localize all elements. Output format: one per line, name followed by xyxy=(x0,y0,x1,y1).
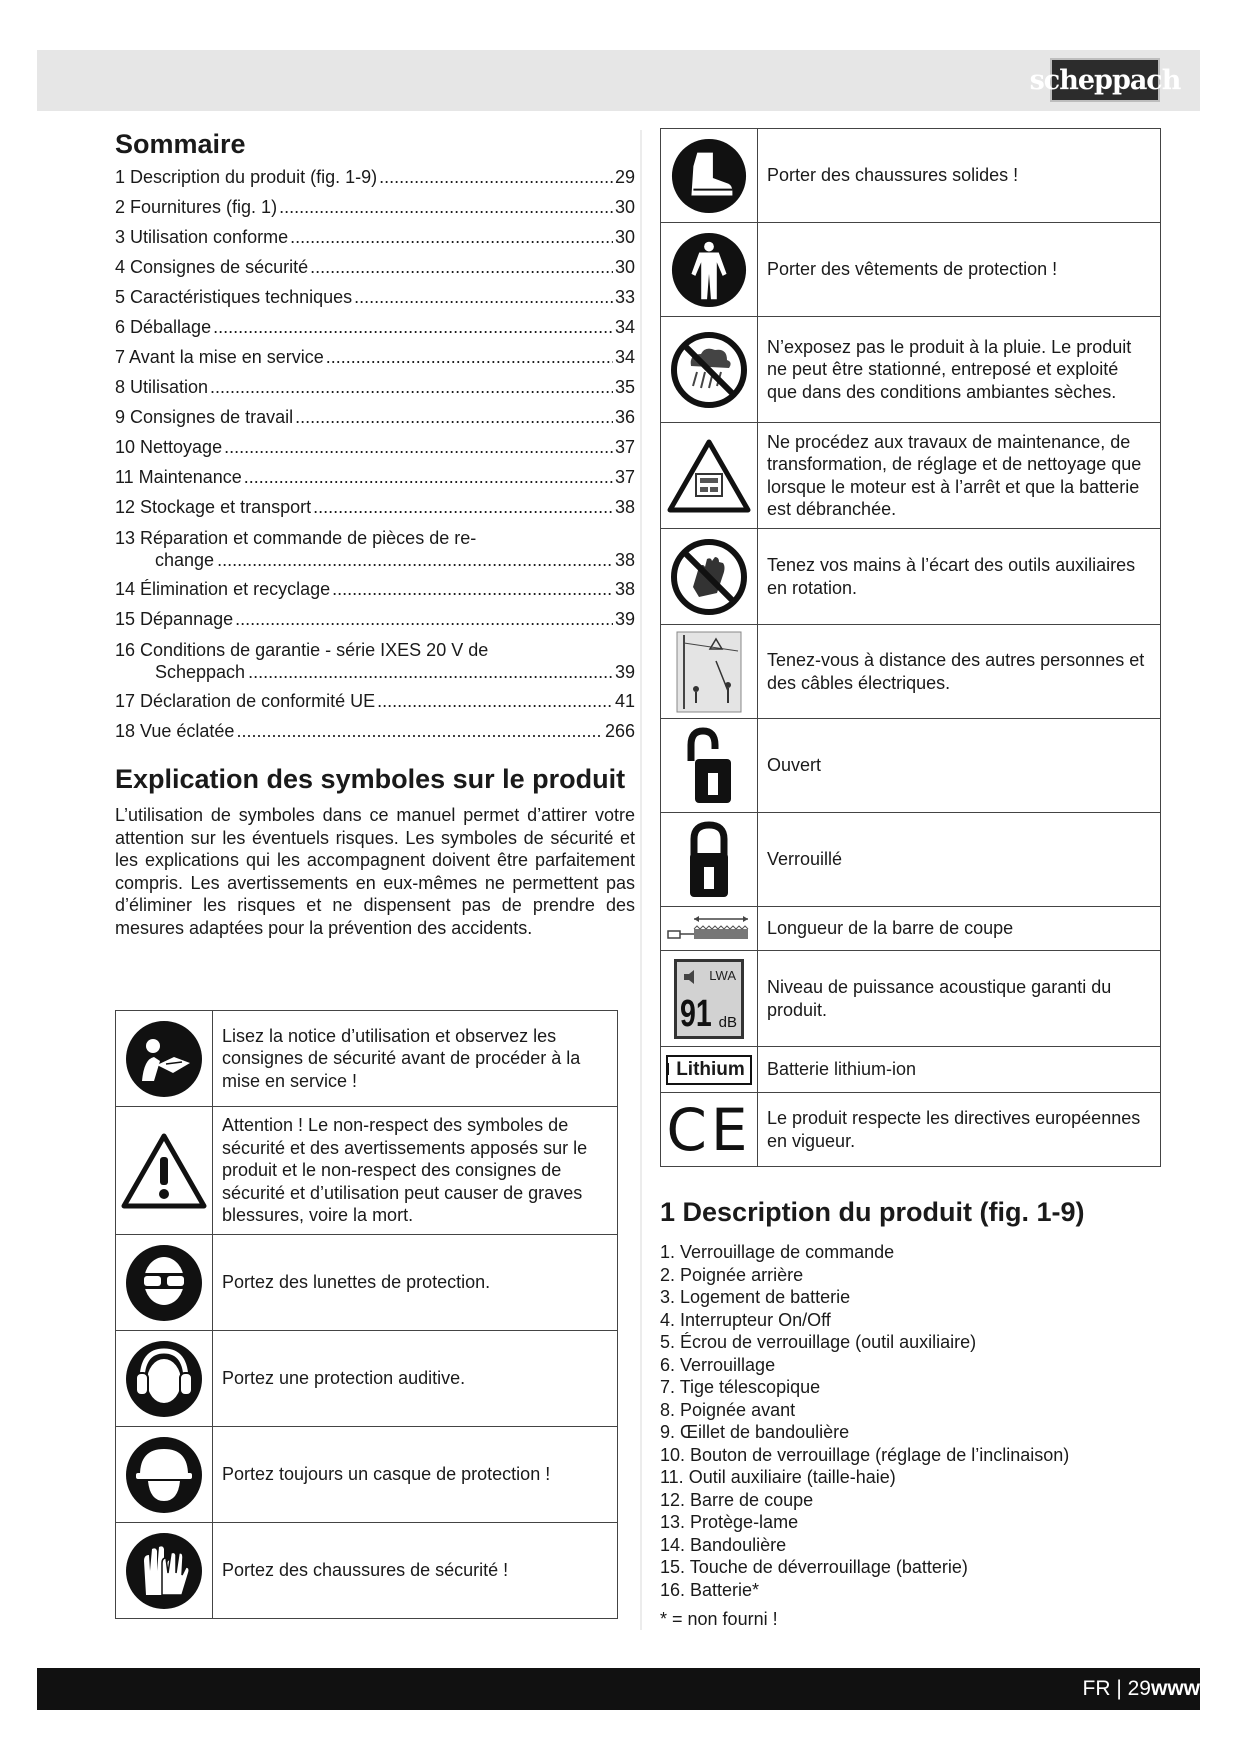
speaker-icon xyxy=(682,967,702,987)
list-item: 12. Barre de coupe xyxy=(660,1489,814,1510)
no-rain-icon xyxy=(669,330,749,410)
description-title: 1 Description du produit (fig. 1-9) xyxy=(660,1197,1085,1227)
toc-item[interactable]: 5 Caractéristiques techniques ..... 33 xyxy=(115,287,635,307)
footer-bar xyxy=(37,1668,1200,1710)
boots-icon xyxy=(670,137,748,215)
table-row xyxy=(661,1047,1161,1093)
table-row xyxy=(661,719,1161,813)
table-of-contents xyxy=(115,167,635,741)
toc-item[interactable]: 11 Maintenance ..... 37 xyxy=(115,467,635,487)
symbol-text: Ne procédez aux travaux de maintenance, de transformation, de réglage et de nettoyage que lorsque le moteur est à l’arrêt et que la batterie est débranchée. xyxy=(758,423,1161,529)
symbol-text: Tenez vos mains à l’écart des outils auxiliaires en rotation. xyxy=(758,529,1161,625)
toc-item[interactable]: 1 Description du produit (fig. 1-9) ..... 29 xyxy=(115,167,635,187)
symbols-intro: L’utilisation de symboles dans ce manuel permet d’attirer votre attention sur les éventuels risques. Les symboles de sécurité et les explications qui les accompagnent doivent être parfaitement compris. Les avertissements en eux-mêmes ne permettent pas d’éliminer les risques et ne dispensent pas de prendre des mesures adaptées pour la prévention des accidents. xyxy=(115,805,635,938)
symbol-text: N’exposez pas le produit à la pluie. Le produit ne peut être stationné, entreposé et exploité que dans des conditions ambiantes sèches. xyxy=(758,317,1161,423)
safety-goggles-icon xyxy=(124,1243,204,1323)
symbol-text: Attention ! Le non-respect des symboles de sécurité et des avertissements apposés sur le produit et le non-respect des consignes de sécurité et d’utilisation peut causer de graves blessures, voire la mort. xyxy=(213,1107,618,1235)
table-row xyxy=(661,423,1161,529)
toc-item[interactable]: 2 Fournitures (fig. 1) ..... 30 xyxy=(115,197,635,217)
table-row xyxy=(661,317,1161,423)
symbol-text: Lisez la notice d’utilisation et observez les consignes de sécurité avant de procéder à la mise en service ! xyxy=(213,1011,618,1107)
table-row xyxy=(661,813,1161,907)
padlock-open-icon xyxy=(681,725,737,807)
symbol-text: Ouvert xyxy=(758,719,1161,813)
sound-level-icon xyxy=(674,959,744,1039)
toc-item[interactable]: 12 Stockage et transport ..... 38 xyxy=(115,497,635,517)
symbol-text: Niveau de puissance acoustique garanti du produit. xyxy=(758,951,1161,1047)
symbol-text: Batterie lithium-ion xyxy=(758,1047,1161,1093)
toc-item[interactable]: 3 Utilisation conforme ..... 30 xyxy=(115,227,635,247)
table-row xyxy=(661,951,1161,1047)
scheppach-logo: scheppach xyxy=(1050,58,1160,102)
padlock-closed-icon xyxy=(684,819,734,901)
left-column xyxy=(115,128,635,939)
table-row xyxy=(116,1523,618,1619)
symbol-text: Verrouillé xyxy=(758,813,1161,907)
symbols-table-left xyxy=(115,1010,618,1619)
toc-item[interactable]: 10 Nettoyage ..... 37 xyxy=(115,437,635,457)
toc-title: Sommaire xyxy=(115,129,246,159)
lwa-value: 91 xyxy=(680,992,712,1035)
table-row xyxy=(661,625,1161,719)
symbol-text: Porter des chaussures solides ! xyxy=(758,129,1161,223)
table-row xyxy=(116,1011,618,1107)
header-bar xyxy=(37,50,1200,111)
table-row xyxy=(116,1235,618,1331)
table-row xyxy=(116,1331,618,1427)
symbol-text: Portez toujours un casque de protection ! xyxy=(213,1427,618,1523)
toc-item[interactable]: 4 Consignes de sécurité ..... 30 xyxy=(115,257,635,277)
toc-item[interactable]: 6 Déballage ..... 34 xyxy=(115,317,635,337)
list-item: 10. Bouton de verrouillage (réglage de l’inclinaison) xyxy=(660,1444,1070,1465)
list-item: 3. Logement de batterie xyxy=(660,1287,851,1307)
table-row xyxy=(116,1427,618,1523)
lwa-unit: dB xyxy=(718,1013,737,1031)
list-item: 4. Interrupteur On/Off xyxy=(660,1309,831,1330)
list-item: 15. Touche de déverrouillage (batterie) xyxy=(660,1557,968,1577)
table-row xyxy=(661,529,1161,625)
symbol-text: Porter des vêtements de protection ! xyxy=(758,223,1161,317)
symbols-title: Explication des symboles sur le produit xyxy=(115,764,626,794)
symbol-text: Portez une protection auditive. xyxy=(213,1331,618,1427)
symbol-text: Portez des chaussures de sécurité ! xyxy=(213,1523,618,1619)
symbol-text: Portez des lunettes de protection. xyxy=(213,1235,618,1331)
table-row xyxy=(661,223,1161,317)
list-item: 16. Batterie* xyxy=(660,1579,760,1600)
list-item: 11. Outil auxiliaire (taille-haie) xyxy=(660,1467,896,1487)
table-row xyxy=(661,1093,1161,1167)
symbol-text: Longueur de la barre de coupe xyxy=(758,907,1161,951)
description-list xyxy=(660,1241,1160,1601)
description-section xyxy=(660,1196,1160,1630)
page-number: FR | 29www xyxy=(1082,1677,1200,1700)
table-row xyxy=(661,907,1161,951)
toc-item[interactable]: 8 Utilisation ..... 35 xyxy=(115,377,635,397)
toc-item[interactable]: 7 Avant la mise en service ..... 34 xyxy=(115,347,635,367)
read-manual-icon xyxy=(124,1019,204,1099)
table-row xyxy=(661,129,1161,223)
lithium-battery-icon: Lithium xyxy=(666,1055,752,1085)
list-item: 7. Tige télescopique xyxy=(660,1377,821,1397)
hands-away-icon xyxy=(669,537,749,617)
symbols-table-right xyxy=(660,128,1161,1167)
symbol-text: Tenez-vous à distance des autres personnes et des câbles électriques. xyxy=(758,625,1161,719)
toc-item[interactable]: 9 Consignes de travail ..... 36 xyxy=(115,407,635,427)
toc-item[interactable]: 13 Réparation et commande de pièces de re- change ..... 38 xyxy=(115,527,635,571)
toc-item[interactable]: 17 Déclaration de conformité UE ..... 41 xyxy=(115,691,635,711)
column-divider xyxy=(640,130,642,1630)
list-item: 13. Protège-lame xyxy=(660,1512,799,1532)
list-item: 1. Verrouillage de commande xyxy=(660,1242,895,1262)
list-item: 5. Écrou de verrouillage (outil auxiliaire) xyxy=(660,1332,977,1352)
ear-protection-icon xyxy=(124,1339,204,1419)
gloves-icon xyxy=(124,1531,204,1611)
lwa-label: LWA xyxy=(709,967,736,983)
toc-item[interactable]: 16 Conditions de garantie - série IXES 20 V de Scheppach ..... 39 xyxy=(115,639,635,683)
list-item: 14. Bandoulière xyxy=(660,1534,787,1555)
warning-triangle-icon xyxy=(121,1133,207,1209)
toc-item[interactable]: 18 Vue éclatée ..... 266 xyxy=(115,721,635,741)
cutting-bar-length-icon xyxy=(666,913,752,945)
maintenance-warning-icon xyxy=(666,438,752,514)
symbol-text: Le produit respecte les directives européennes en vigueur. xyxy=(758,1093,1161,1167)
toc-item[interactable]: 14 Élimination et recyclage ..... 38 xyxy=(115,579,635,599)
list-item: 8. Poignée avant xyxy=(660,1399,796,1420)
list-item: 6. Verrouillage xyxy=(660,1354,776,1375)
list-item: 9. Œillet de bandoulière xyxy=(660,1422,850,1442)
ce-mark-icon: CE xyxy=(666,1095,752,1164)
footnote: * = non fourni ! xyxy=(660,1609,778,1629)
toc-item[interactable]: 15 Dépannage ..... 39 xyxy=(115,609,635,629)
helmet-icon xyxy=(124,1435,204,1515)
distance-cables-icon xyxy=(676,631,742,713)
list-item: 2. Poignée arrière xyxy=(660,1264,804,1285)
table-row xyxy=(116,1107,618,1235)
protective-clothing-icon xyxy=(670,231,748,309)
